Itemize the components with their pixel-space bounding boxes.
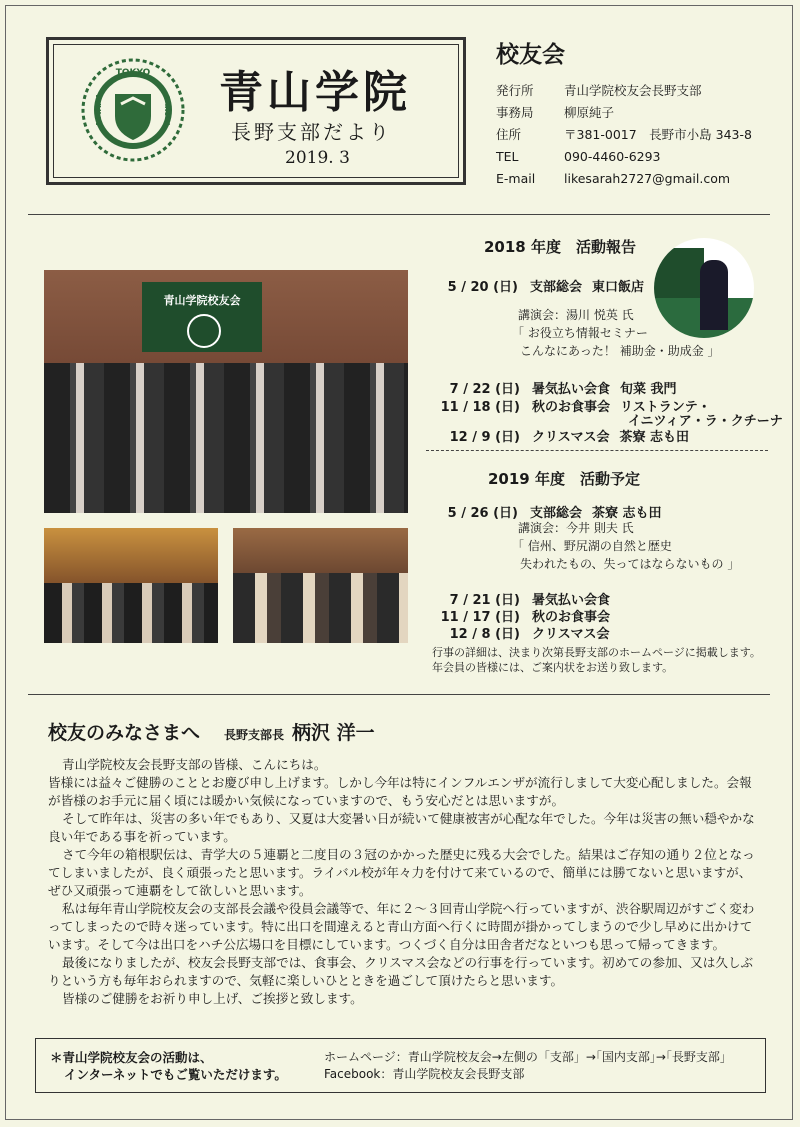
event-date: 11 / 18 (日): [440, 400, 520, 415]
plan-note: 行事の詳細は、決まり次第長野支部のホームページに掲載します。: [432, 646, 761, 659]
lecture-speaker: 講演会：湯川 悦英 氏: [518, 308, 634, 322]
event-date: 12 / 8 (日): [449, 627, 520, 642]
greeting-author: 柄沢 洋一: [292, 722, 375, 744]
event-name: 秋のお食事会: [532, 610, 611, 625]
footer-box: [35, 1038, 766, 1093]
info-row: [496, 167, 786, 189]
event-date: 11 / 17 (日): [440, 610, 520, 625]
event-date: 7 / 22 (日): [449, 382, 520, 397]
event-date: 5 / 26 (日): [447, 506, 518, 521]
event-date: 7 / 21 (日): [449, 593, 520, 608]
party-photo-left: [44, 528, 218, 643]
greeting-paragraph: 皆様には益々ご健勝のこととお慶び申し上げます。しかし今年は特にインフルエンザが流行しまして大変心配しました。会報が皆様のお手元に届く頃には暖かい気候になっていますので、もう安心だとは思いますが。: [48, 775, 752, 808]
party-people: [233, 573, 408, 643]
greeting-paragraph: 私は毎年青山学院校友会の支部長会議や役員会議等で、年に２～３回青山学院へ行っていますが、渋谷駅周辺がすごく変わってしまったので時々迷っています。特に出口を間違えると青山方面へ行くに時間が掛かってしまうので少し早めに出かけています。そして今は出口をハチ公広場口を目標にしています。つくづく自分は田舎者だなといつも思って帰ってきます。: [48, 901, 755, 952]
event-date: 12 / 9 (日): [449, 430, 520, 445]
event-name: 支部総会: [530, 506, 583, 521]
greeting-role: 長野支部長: [224, 728, 285, 742]
speaker-banner: [654, 248, 704, 298]
greeting-heading: [48, 718, 375, 745]
section-divider: [28, 214, 770, 215]
lecture-speaker: 講演会：今井 則夫 氏: [518, 521, 634, 535]
issue-date: 2019. 3: [285, 148, 350, 168]
school-crest-logo: [81, 58, 185, 162]
greeting-paragraph: さて今年の箱根駅伝は、青学大の５連覇と二度目の３冠のかかった歴史に残る大会でした。結果はご存知の通り２位となってしまいましたが、良く頑張ったと思います。ライバル校が年々力を付けて来ているので、簡単には勝てないと思いますが、ぜひ又頑張って連覇をして欲しいと思います。: [48, 847, 755, 898]
report-event: [434, 378, 677, 397]
facebook-link[interactable]: Facebook：青山学院校友会長野支部: [324, 1067, 525, 1081]
speaker-figure: [700, 260, 728, 330]
greeting-title: 校友のみなさまへ: [48, 722, 201, 744]
speaker-photo: [654, 238, 754, 338]
greeting-paragraph: そして昨年は、災害の多い年でもあり、又夏は大変暑い日が続いて健康被害が心配な年でした。今年は災害の無い穏やかな良い年である事を祈っています。: [48, 811, 755, 844]
event-venue: 旬菜 我門: [620, 382, 677, 397]
plan-note: 年会員の皆様には、ご案内状をお送り致します。: [432, 661, 674, 674]
info-row: [496, 123, 786, 145]
info-label: 発行所: [496, 83, 534, 98]
homepage-link[interactable]: ホームページ：青山学院校友会→左側の「支部」→｢国内支部｣→｢長野支部｣: [324, 1050, 726, 1064]
event-date: 5 / 20 (日): [447, 280, 518, 295]
info-heading: 校友会: [496, 42, 565, 68]
event-venue-continued: イニツィア・ラ・クチーナ: [628, 414, 783, 429]
event-name: クリスマス会: [532, 430, 610, 445]
lecture-title: 「 信州、野尻湖の自然と歴史: [512, 539, 672, 553]
section-divider: [28, 694, 770, 695]
party-photo-right: [233, 528, 408, 643]
publisher-info: [496, 36, 786, 189]
event-venue: 茶寮 志も田: [592, 506, 662, 521]
report-event: [436, 276, 644, 295]
event-venue: 茶寮 志も田: [619, 430, 690, 445]
email-value: likesarah2727@gmail.com: [564, 170, 731, 186]
info-label: 事務局: [496, 105, 534, 120]
lecture-title: こんなにあった！ 補助金・助成金 」: [520, 344, 720, 358]
newsletter-title: 青山学院: [219, 67, 411, 118]
crest-text-top: TOKYO: [115, 68, 151, 78]
info-value: 090-4460-6293: [564, 148, 661, 164]
dashed-divider: [426, 450, 768, 451]
info-label: TEL: [496, 148, 519, 164]
event-name: クリスマス会: [532, 627, 610, 642]
lecture-title: 「 お役立ち情報セミナー: [512, 326, 648, 340]
info-row: [496, 145, 786, 167]
info-row: [496, 101, 786, 123]
info-row: [496, 79, 786, 101]
event-venue: リストランテ・: [620, 400, 711, 415]
info-label: E-mail: [496, 170, 536, 186]
greeting-paragraph: 最後になりましたが、校友会長野支部では、食事会、クリスマス会などの行事を行っています。初めての参加、又は久しぶりという方も毎年おられますので、気軽に楽しいひとときを過ごして頂けたらと思います。: [48, 955, 754, 988]
crest-text-left: AOYAMA: [95, 93, 103, 127]
crest-text-right: GAKUIN: [163, 94, 171, 126]
group-photo: [44, 270, 408, 513]
party-people: [44, 583, 218, 643]
info-label: 住所: [496, 127, 522, 142]
footer-notice-line: インターネットでもご覧いただけます。: [64, 1067, 287, 1082]
banner-text: 青山学院校友会: [163, 294, 241, 307]
lecture-title: 失われたもの、失ってはならないもの 」: [520, 557, 740, 571]
event-venue: 東口飯店: [592, 280, 645, 295]
info-value: 〒381-0017 長野市小島 343-8: [564, 127, 752, 142]
report-heading: 2018 年度 活動報告: [484, 238, 636, 256]
banner-crest: [187, 314, 221, 348]
newsletter-subtitle: 長野支部だより: [231, 120, 392, 144]
greeting-paragraph: 皆様のご健勝をお祈り申し上げ、ご挨拶と致します。: [62, 991, 363, 1006]
banner: [142, 282, 262, 352]
event-name: 秋のお食事会: [532, 400, 611, 415]
group-people: [44, 363, 408, 513]
event-name: 支部総会: [530, 280, 583, 295]
footer-links: [324, 1049, 726, 1083]
event-name: 暑気払い会食: [532, 382, 611, 397]
event-name: 暑気払い会食: [532, 593, 611, 608]
greeting-body: [48, 756, 758, 1008]
report-event: [434, 426, 689, 445]
footer-notice-line: ＊青山学院校友会の活動は、: [50, 1050, 213, 1065]
info-value: 青山学院校友会長野支部: [564, 83, 702, 98]
info-value: 柳原純子: [564, 105, 615, 120]
plan-heading: 2019 年度 活動予定: [488, 470, 640, 488]
greeting-paragraph: 青山学院校友会長野支部の皆様、こんにちは。: [62, 757, 327, 772]
footer-internet-notice: [50, 1049, 287, 1083]
plan-event: [434, 623, 609, 642]
masthead: [46, 37, 466, 185]
